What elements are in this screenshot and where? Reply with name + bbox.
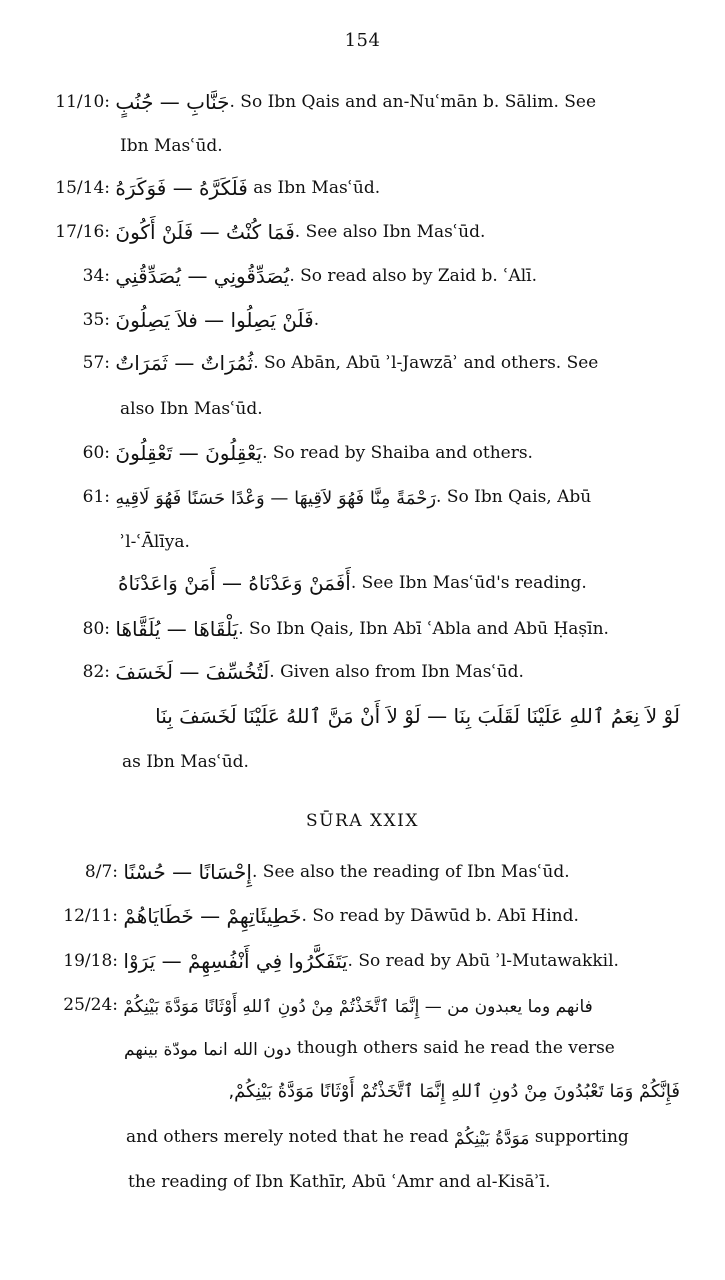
entry-text: supporting: [529, 1127, 629, 1147]
entry-continuation: Ibn Masʿūd.: [120, 136, 223, 156]
arabic-variant: خَطِيئَاتِهِمْ — خَطَايَاهُمْ: [123, 904, 302, 928]
entry-text: . So read by Abū ʾl-Mutawakkil.: [347, 951, 619, 971]
verse-number: 8/7:: [84, 862, 118, 882]
verse-number: 34:: [82, 266, 110, 286]
arabic-variant: يُصَدِّقُونِي — يُصَدِّقُنِي: [115, 264, 290, 288]
entry-57: [48, 351, 598, 375]
page-number: 154: [344, 30, 381, 51]
entry-text: . So Abān, Abū ʾl-Jawzāʾ and others. See: [253, 353, 599, 373]
verse-number: 25/24:: [63, 995, 118, 1015]
entry-text: . So Ibn Qais and an-Nuʿmān b. Sālim. See: [229, 92, 597, 112]
entry-82: [48, 660, 524, 684]
arabic-variant: ثُمُرَاتٌ — ثَمَرَاتٌ: [115, 351, 254, 375]
entry-25-24: [48, 993, 593, 1019]
entry-text: . So read by Shaiba and others.: [262, 443, 533, 463]
arabic-variant: مَوَدَّةُ بَيْنِكُمْ: [454, 1129, 530, 1149]
entry-61-variant: [118, 571, 587, 595]
entry-60: [48, 441, 533, 465]
arabic-variant: لَتُخُسِّفَ — لَخَسَفَ: [115, 660, 270, 684]
verse-number: 12/11:: [63, 906, 118, 926]
arabic-variant: يَعْقِلُونَ — تَعْقِلُونَ: [115, 441, 263, 465]
entry-continuation: also Ibn Masʿūd.: [120, 399, 263, 419]
arabic-variant: دون الله انما مودّة بينهم: [124, 1040, 292, 1060]
entry-text: . See also the reading of Ibn Masʿūd.: [251, 862, 570, 882]
entry-text: .: [313, 310, 320, 330]
arabic-variant: فَلَنْ يَصِلُوا — فلاَ يَصِلُونَ: [115, 308, 314, 332]
entry-8-7: [48, 860, 570, 884]
verse-number: 11/10:: [55, 92, 110, 112]
entry-text: . Given also from Ibn Masʿūd.: [269, 662, 524, 682]
entry-continuation: as Ibn Masʿūd.: [122, 752, 249, 772]
arabic-variant: فَلَكَرَّهُ — فَوَكَرَهُ: [115, 176, 248, 200]
entry-15-14: [48, 176, 380, 200]
entry-25-24-line-4: [126, 1125, 629, 1151]
entry-61: [48, 485, 591, 511]
arabic-quote-line: فَإِنَّكُمْ وَمَا تَعْبُدُونَ مِنْ دُونِ ٱللهِ إِنَّمَا ٱتَّخَذْتُمْ أَوْثَانًا مَوَدَّةُ بَيْنِكُمْ,: [228, 1081, 680, 1102]
entry-17-16: [48, 220, 485, 244]
arabic-variant: أَفَمَنْ وَعَدْنَاهُ — أَمَنْ وَاعَدْنَاهُ: [118, 571, 351, 595]
entry-text: . See Ibn Masʿūd's reading.: [350, 573, 587, 593]
entry-80: [48, 617, 609, 641]
entry-11-10: [48, 90, 596, 114]
entry-text: . See also Ibn Masʿūd.: [294, 222, 486, 242]
verse-number: 17/16:: [55, 222, 110, 242]
entry-34: [48, 264, 537, 288]
arabic-quote-line: لَوْ لاَ نِعَمُ ٱللهِ عَلَيْنَا لَقَلَبَ بِنَا — لَوْ لاَ أَنْ مَنَّ ٱللهُ عَلَيْنَا لَخَسَفَ بِنَا: [155, 704, 680, 728]
arabic-variant: إِحْسَانًا — حُسْنًا: [123, 860, 252, 884]
verse-number: 35:: [82, 310, 110, 330]
verse-number: 19/18:: [63, 951, 118, 971]
entry-text: . So Ibn Qais, Abū: [436, 487, 592, 507]
entry-text: though others said he read the verse: [291, 1038, 615, 1058]
entry-text: . So read by Dāwūd b. Abī Hind.: [301, 906, 579, 926]
entry-text: as Ibn Masʿūd.: [247, 178, 381, 198]
arabic-variant: رَحْمَةً مِنَّا فَهُوَ لاَقِيهَا — وَعْدًا حَسَنًا فَهُوَ لَاقِيهِ: [115, 488, 437, 509]
entry-25-24-line-2: [124, 1036, 615, 1062]
entry-continuation: ʾl-ʿĀlīya.: [120, 532, 190, 552]
entry-text: . So read also by Zaid b. ʿAlī.: [289, 266, 538, 286]
verse-number: 15/14:: [55, 178, 110, 198]
arabic-variant: يَتَفَكَّرُوا فِي أَنْفُسِهِمْ — يَرَوْا: [123, 949, 348, 973]
entry-12-11: [48, 904, 579, 928]
arabic-variant: يَلْقَاهَا — يُلَقَّاهَا: [115, 617, 239, 641]
verse-number: 57:: [82, 353, 110, 373]
verse-number: 61:: [82, 487, 110, 507]
entry-19-18: [48, 949, 619, 973]
arabic-variant: فَمَا كُنْتُ — فَلَنْ أَكُونَ: [115, 220, 295, 244]
entry-text: . So Ibn Qais, Ibn Abī ʿAbla and Abū Ḥaṣīn.: [238, 619, 609, 639]
sura-heading: SŪRA XXIX: [306, 811, 419, 831]
verse-number: 60:: [82, 443, 110, 463]
arabic-variant: جَنَّابِ — جُنُبٍ: [115, 90, 230, 114]
arabic-variant: فانهم وما يعبدون من — إِنَّمَا ٱتَّخَذْتُمْ مِنْ دُونِ ٱللهِ أَوْثَانًا مَوَدَّةَ بَيْنِكُمْ: [123, 997, 593, 1017]
verse-number: 82:: [82, 662, 110, 682]
verse-number: 80:: [82, 619, 110, 639]
entry-text: and others merely noted that he read: [126, 1127, 455, 1147]
entry-35: [48, 308, 319, 332]
entry-25-24-line-5: the reading of Ibn Kathīr, Abū ʿAmr and al-Kisāʾī.: [128, 1172, 551, 1192]
